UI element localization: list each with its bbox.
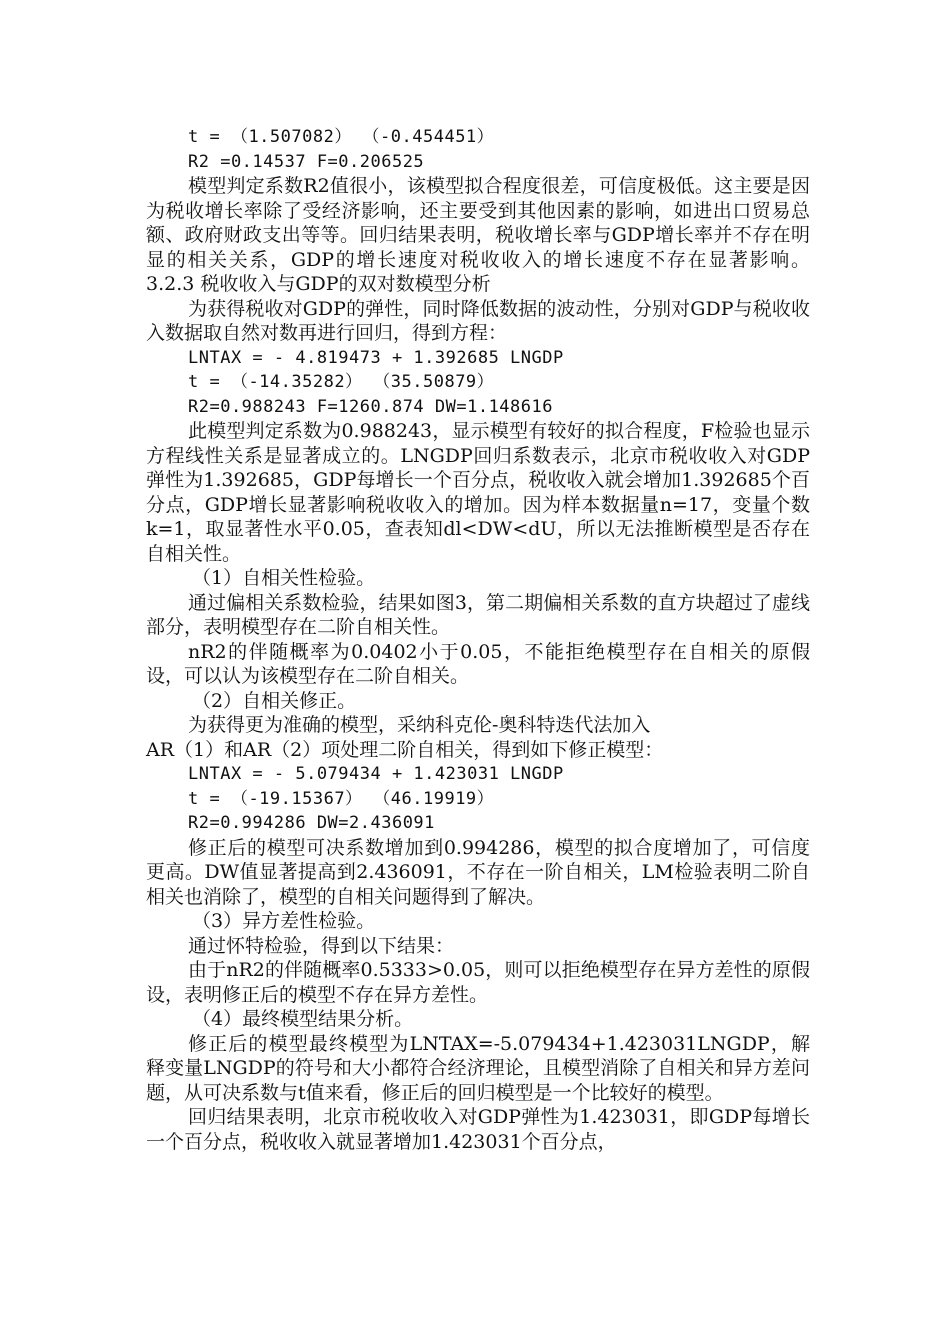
paragraph-heteroscedasticity-result: 由于nR2的伴随概率0.5333>0.05，则可以拒绝模型存在异方差性的原假设，表明修正后的模型不存在异方差性。 <box>146 959 810 1006</box>
paragraph-ar-terms: AR（1）和AR（2）项处理二阶自相关，得到如下修正模型： <box>146 738 664 761</box>
r2-f-dw-line: R2=0.988243 F=1260.874 DW=1.148616 <box>188 396 553 417</box>
paragraph-model-fit-low: 模型判定系数R2值很小，该模型拟合程度很差，可信度极低。这主要是因为税收增长率除了受经济影响，还主要受到其他因素的影响，如进出口贸易总额、政府财政支出等等。回归结果表明，税收增长率与GDP增长率并不存在明显的相关关系，GDP的增长速度对税收收入的增长速度不存在显著影响。 3.2.3 税收收入与GDP的双对数模型分析 <box>146 175 810 295</box>
paragraph-white-test: 通过怀特检验，得到以下结果： <box>188 934 455 957</box>
heading-autocorrelation-test: （1）自相关性检验。 <box>192 567 376 589</box>
paragraph-partial-correlation: 通过偏相关系数检验，结果如图3，第二期偏相关系数的直方块超过了虚线部分，表明模型存在二阶自相关性。 <box>146 591 810 638</box>
t-statistics-line-3: t = （-19.15367） （46.19919） <box>188 788 495 809</box>
t-statistics-line-2: t = （-14.35282） （35.50879） <box>188 372 495 392</box>
heading-autocorrelation-fix: （2）自相关修正。 <box>192 689 357 712</box>
paragraph-regression-conclusion: 回归结果表明，北京市税收收入对GDP弹性为1.423031，即GDP每增长一个百分点，税收收入就显著增加1.423031个百分点， <box>146 1106 810 1153</box>
paragraph-cochrane-orcutt: 为获得更为准确的模型，采纳科克伦-奥科特迭代法加入 <box>188 714 651 736</box>
r2-f-line-1: R2 =0.14537 F=0.206525 <box>188 151 425 172</box>
heading-heteroscedasticity-test: （3）异方差性检验。 <box>192 910 376 932</box>
paragraph-model-interpretation: 此模型判定系数为0.988243，显示模型有较好的拟合程度，F检验也显示方程线性关系是显著成立的。LNGDP回归系数表示，北京市税收收入对GDP弹性为1.392685，GDP每增长一个百分点，税收收入就会增加1.392685个百分点，GDP增长显著影响税收收入的增加。因为样本数据量n=17，变量个数k=1，取显著性水平0.05，查表知dl<DW<dU，所以无法推断模型是否存在自相关性。 <box>146 420 810 565</box>
equation-lntax-1: LNTAX = - 4.819473 + 1.392685 LNGDP <box>188 347 564 368</box>
t-statistics-line-1: t = （1.507082） （-0.454451） <box>188 127 495 147</box>
equation-lntax-2: LNTAX = - 5.079434 + 1.423031 LNGDP <box>188 764 564 784</box>
paragraph-final-model: 修正后的模型最终模型为LNTAX=-5.079434+1.423031LNGDP，解释变量LNGDP的符号和大小都符合经济理论，且模型消除了自相关和异方差问题，从可决系数与t值来看，修正后的回归模型是一个比较好的模型。 <box>146 1032 810 1104</box>
heading-final-model: （4）最终模型结果分析。 <box>192 1008 414 1030</box>
document-body <box>146 125 810 1154</box>
paragraph-elasticity-intro: 为获得税收对GDP的弹性，同时降低数据的波动性，分别对GDP与税收收入数据取自然对数再进行回归，得到方程： <box>146 297 810 344</box>
paragraph-corrected-model: 修正后的模型可决系数增加到0.994286，模型的拟合度增加了，可信度更高。DW值显著提高到2.436091，不存在一阶自相关，LM检验表明二阶自相关也消除了，模型的自相关问题得到了解决。 <box>146 836 810 908</box>
r2-dw-line: R2=0.994286 DW=2.436091 <box>188 813 435 833</box>
paragraph-nr2-probability: nR2的伴随概率为0.0402小于0.05，不能拒绝模型存在自相关的原假设，可以认为该模型存在二阶自相关。 <box>146 640 810 687</box>
